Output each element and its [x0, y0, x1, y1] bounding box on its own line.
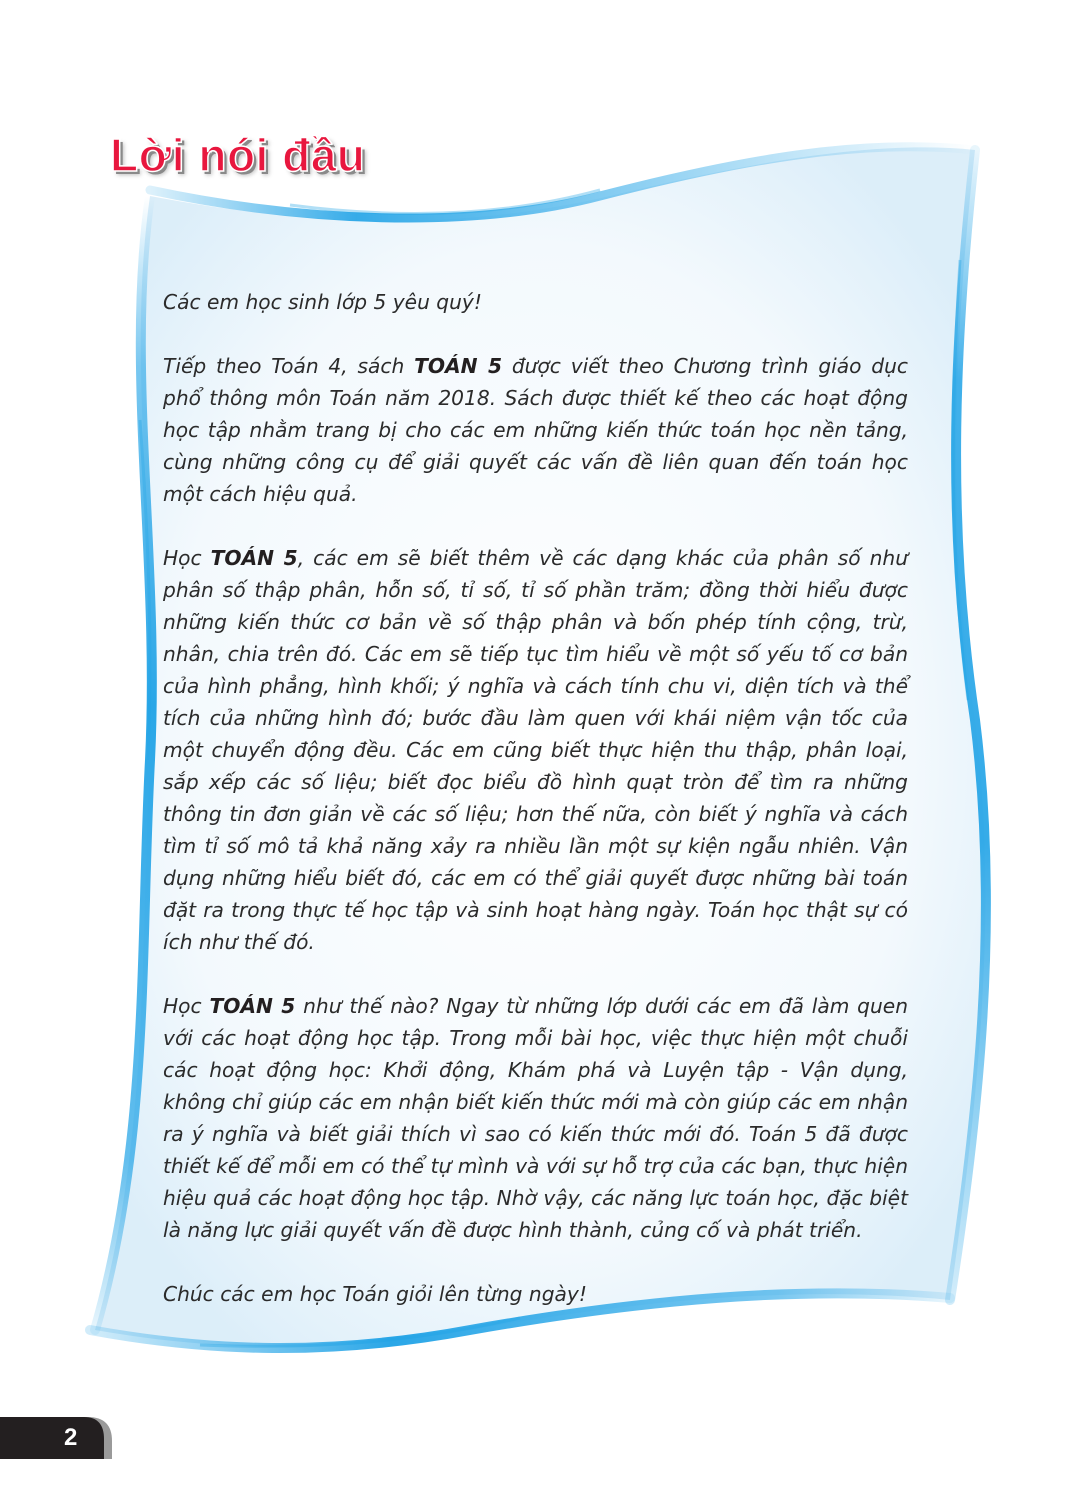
page-number-tab — [0, 1417, 112, 1459]
preface-body — [163, 286, 908, 1342]
book-name: TOÁN 5 — [210, 546, 298, 570]
closing-wish: Chúc các em học Toán giỏi lên từng ngày! — [163, 1282, 587, 1306]
paragraph-content: Học TOÁN 5, các em sẽ biết thêm về các dạng khác của phân số như phân số thập phân, hỗn số, tỉ số, tỉ số phần trăm; đồng thời hiểu được những kiến thức cơ bản về số thập phân và bốn phép tính cộng, trừ, nhân, chia trên đó. Các em sẽ tiếp tục tìm hiểu về một số yếu tố cơ bản của hình phẳng, hình khối; ý nghĩa và cách tính chu vi, diện tích và thể tích của những hình đó; bước đầu làm quen với khái niệm vận tốc của một chuyển động đều. Các em cũng biết thực hiện thu thập, phân loại, sắp xếp các số liệu; biết đọc biểu đồ hình quạt tròn để tìm ra những thông tin đơn giản về các số liệu; hơn thế nữa, còn biết ý nghĩa và cách tìm tỉ số mô tả khả năng xảy ra nhiều lần một sự kiện ngẫu nhiên. Vận dụng những hiểu biết đó, các em có thể giải quyết được những bài toán đặt ra trong thực tế học tập và sinh hoạt hàng ngày. Toán học thật sự có ích như thế đó. — [163, 546, 908, 954]
greeting: Các em học sinh lớp 5 yêu quý! — [163, 290, 482, 314]
book-name: TOÁN 5 — [209, 994, 296, 1018]
page-title: Lời nói đầu — [110, 129, 366, 181]
page-number: 2 — [64, 1424, 78, 1451]
book-name: TOÁN 5 — [414, 354, 503, 378]
paragraph-method: Học TOÁN 5 như thế nào? Ngay từ những lớp dưới các em đã làm quen với các hoạt động học tập. Trong mỗi bài học, việc thực hiện một chuỗi các hoạt động học: Khởi động, Khám phá và Luyện tập - Vận dụng, không chỉ giúp các em nhận biết kiến thức mới mà còn giúp các em nhận ra ý nghĩa và biết giải thích vì sao có kiến thức mới đó. Toán 5 đã được thiết kế để mỗi em có thể tự mình và với sự hỗ trợ của các bạn, thực hiện hiệu quả các hoạt động học tập. Nhờ vậy, các năng lực toán học, đặc biệt là năng lực giải quyết vấn đề được hình thành, củng cố và phát triển. — [163, 994, 908, 1242]
paragraph-intro: Tiếp theo Toán 4, sách TOÁN 5 được viết theo Chương trình giáo dục phổ thông môn Toán năm 2018. Sách được thiết kế theo các hoạt động học tập nhằm trang bị cho các em những kiến thức toán học nền tảng, cùng những công cụ để giải quyết các vấn đề liên quan đến toán học một cách hiệu quả. — [163, 354, 909, 506]
